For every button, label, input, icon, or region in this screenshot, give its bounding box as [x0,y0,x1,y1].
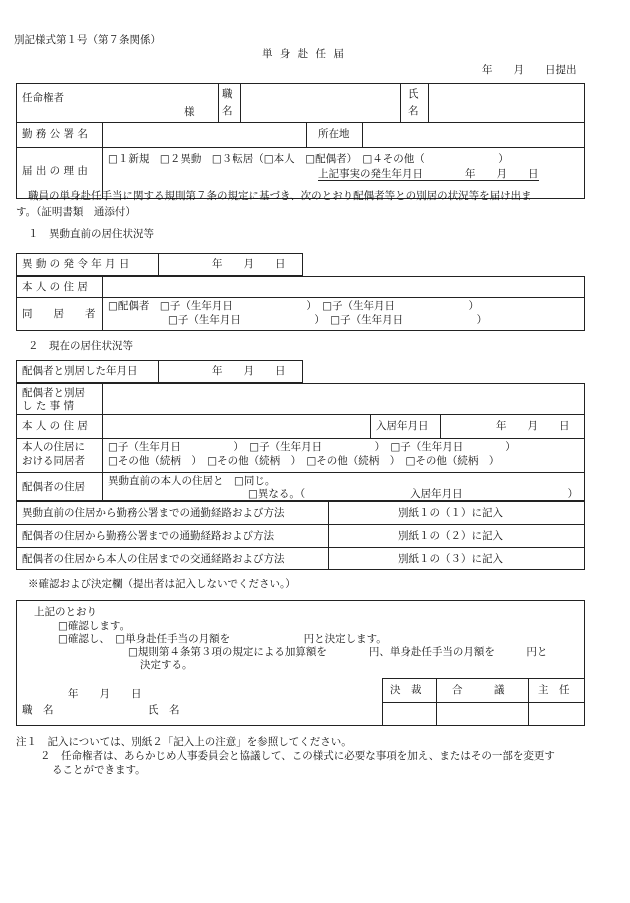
movein-label: 入居年月日 [376,420,429,432]
confirm-date: 年 月 日 [68,688,142,700]
cohabit-label-1: 同 居 者 [22,308,96,320]
position-label: 職 名 [222,88,233,117]
route2-value: 別紙１の（２）に記入 [398,530,503,542]
sama-label: 様 [184,106,195,118]
separation-date-value: 年 月 日 [212,365,286,377]
name-label: 氏 名 [408,88,419,117]
note-2b: ることができます。 [52,764,146,776]
location-label: 所在地 [318,128,350,140]
separation-reason-label-1: 配偶者と別居 [22,387,85,399]
spouse-row-2: □異なる。（ 入居年月日 ） [248,488,579,500]
separation-date-label: 配偶者と別居した年月日 [22,365,138,377]
cohabit-row-3: □子（生年月日 ） □子（生年月日 ） □子（生年月日 ） [108,441,516,453]
confirm-line-4: □規則第４条第３項の規定による加算額を 円、単身赴任手当の月額を 円と [128,646,548,658]
separation-reason-label-2: し た 事 情 [22,400,75,412]
office-label: 勤 務 公 署 名 [22,128,88,140]
intro-line-2: す。（証明書類 通添付） [16,206,136,218]
submission-date: 年 月 日提出 [482,64,577,76]
confirm-position-name: 職 名 氏 名 [22,704,180,716]
chief-col: 主 任 [538,684,570,696]
note-1: 注１ 記入については、別紙２「記入上の注意」を参照してください。 [16,736,352,748]
confirm-heading: ※確認および決定欄（提出者は記入しないでください。） [28,578,296,590]
confirm-line-1: 上記のとおり [34,606,97,618]
approval-col: 決 裁 [390,684,422,696]
cohabit-row-2: □子（生年月日 ） □子（生年月日 ） [168,314,488,326]
section1-heading: １ 異動直前の居住状況等 [28,228,154,240]
form-title: 単 身 赴 任 届 [262,48,346,60]
transfer-date-label: 異 動 の 発 令 年 月 日 [22,258,130,270]
reason-options: □１新規 □２異動 □３転居（□本人 □配偶者） □４その他（ ） [108,153,509,165]
note-2a: ２ 任命権者は、あらかじめ人事委員会と協議して、この様式に必要な事項を加え、またはその一部を変更す [40,750,555,762]
residence-label-2: 本 人 の 住 居 [22,420,88,432]
route3-label: 配偶者の住居から本人の住居までの交通経路および方法 [22,553,285,565]
movein-value: 年 月 日 [496,420,570,432]
cohabit-label-2a: 本人の住居に [22,441,85,453]
cohabit-row-1: □配偶者 □子（生年月日 ） □子（生年月日 ） [108,300,480,312]
route1-value: 別紙１の（１）に記入 [398,507,503,519]
reason-label: 届 出 の 理 由 [22,165,88,177]
cohabit-row-4: □その他（続柄 ） □その他（続柄 ） □その他（続柄 ） □その他（続柄 ） [108,455,500,467]
spouse-residence-label: 配偶者の住居 [22,481,85,493]
route2-label: 配偶者の住居から勤務公署までの通勤経路および方法 [22,530,274,542]
confirm-line-5: 決定する。 [140,659,193,671]
intro-line-1: 職員の単身赴任手当に関する規則第７条の規定に基づき、次のとおり配偶者等との別居の状況等を届け出ま [28,190,532,202]
route1-label: 異動直前の住居から勤務公署までの通勤経路および方法 [22,507,285,519]
residence-label-1: 本 人 の 住 居 [22,281,88,293]
route3-value: 別紙１の（３）に記入 [398,553,503,565]
consultation-col: 合 議 [452,684,505,696]
confirm-line-2: □確認します。 [58,620,131,632]
appointer-label: 任命権者 [22,92,64,104]
section2-heading: ２ 現在の居住状況等 [28,340,133,352]
form-number: 別記様式第１号（第７条関係） [14,34,161,46]
cohabit-label-2b: おける同居者 [22,455,85,467]
spouse-row-1: 異動直前の本人の住居と □同じ。 [108,475,276,487]
occurrence-date: 上記事実の発生年月日 年 月 日 [318,168,539,180]
transfer-date-value: 年 月 日 [212,258,286,270]
confirm-line-3: □確認し、 □単身赴任手当の月額を 円と決定します。 [58,633,387,645]
